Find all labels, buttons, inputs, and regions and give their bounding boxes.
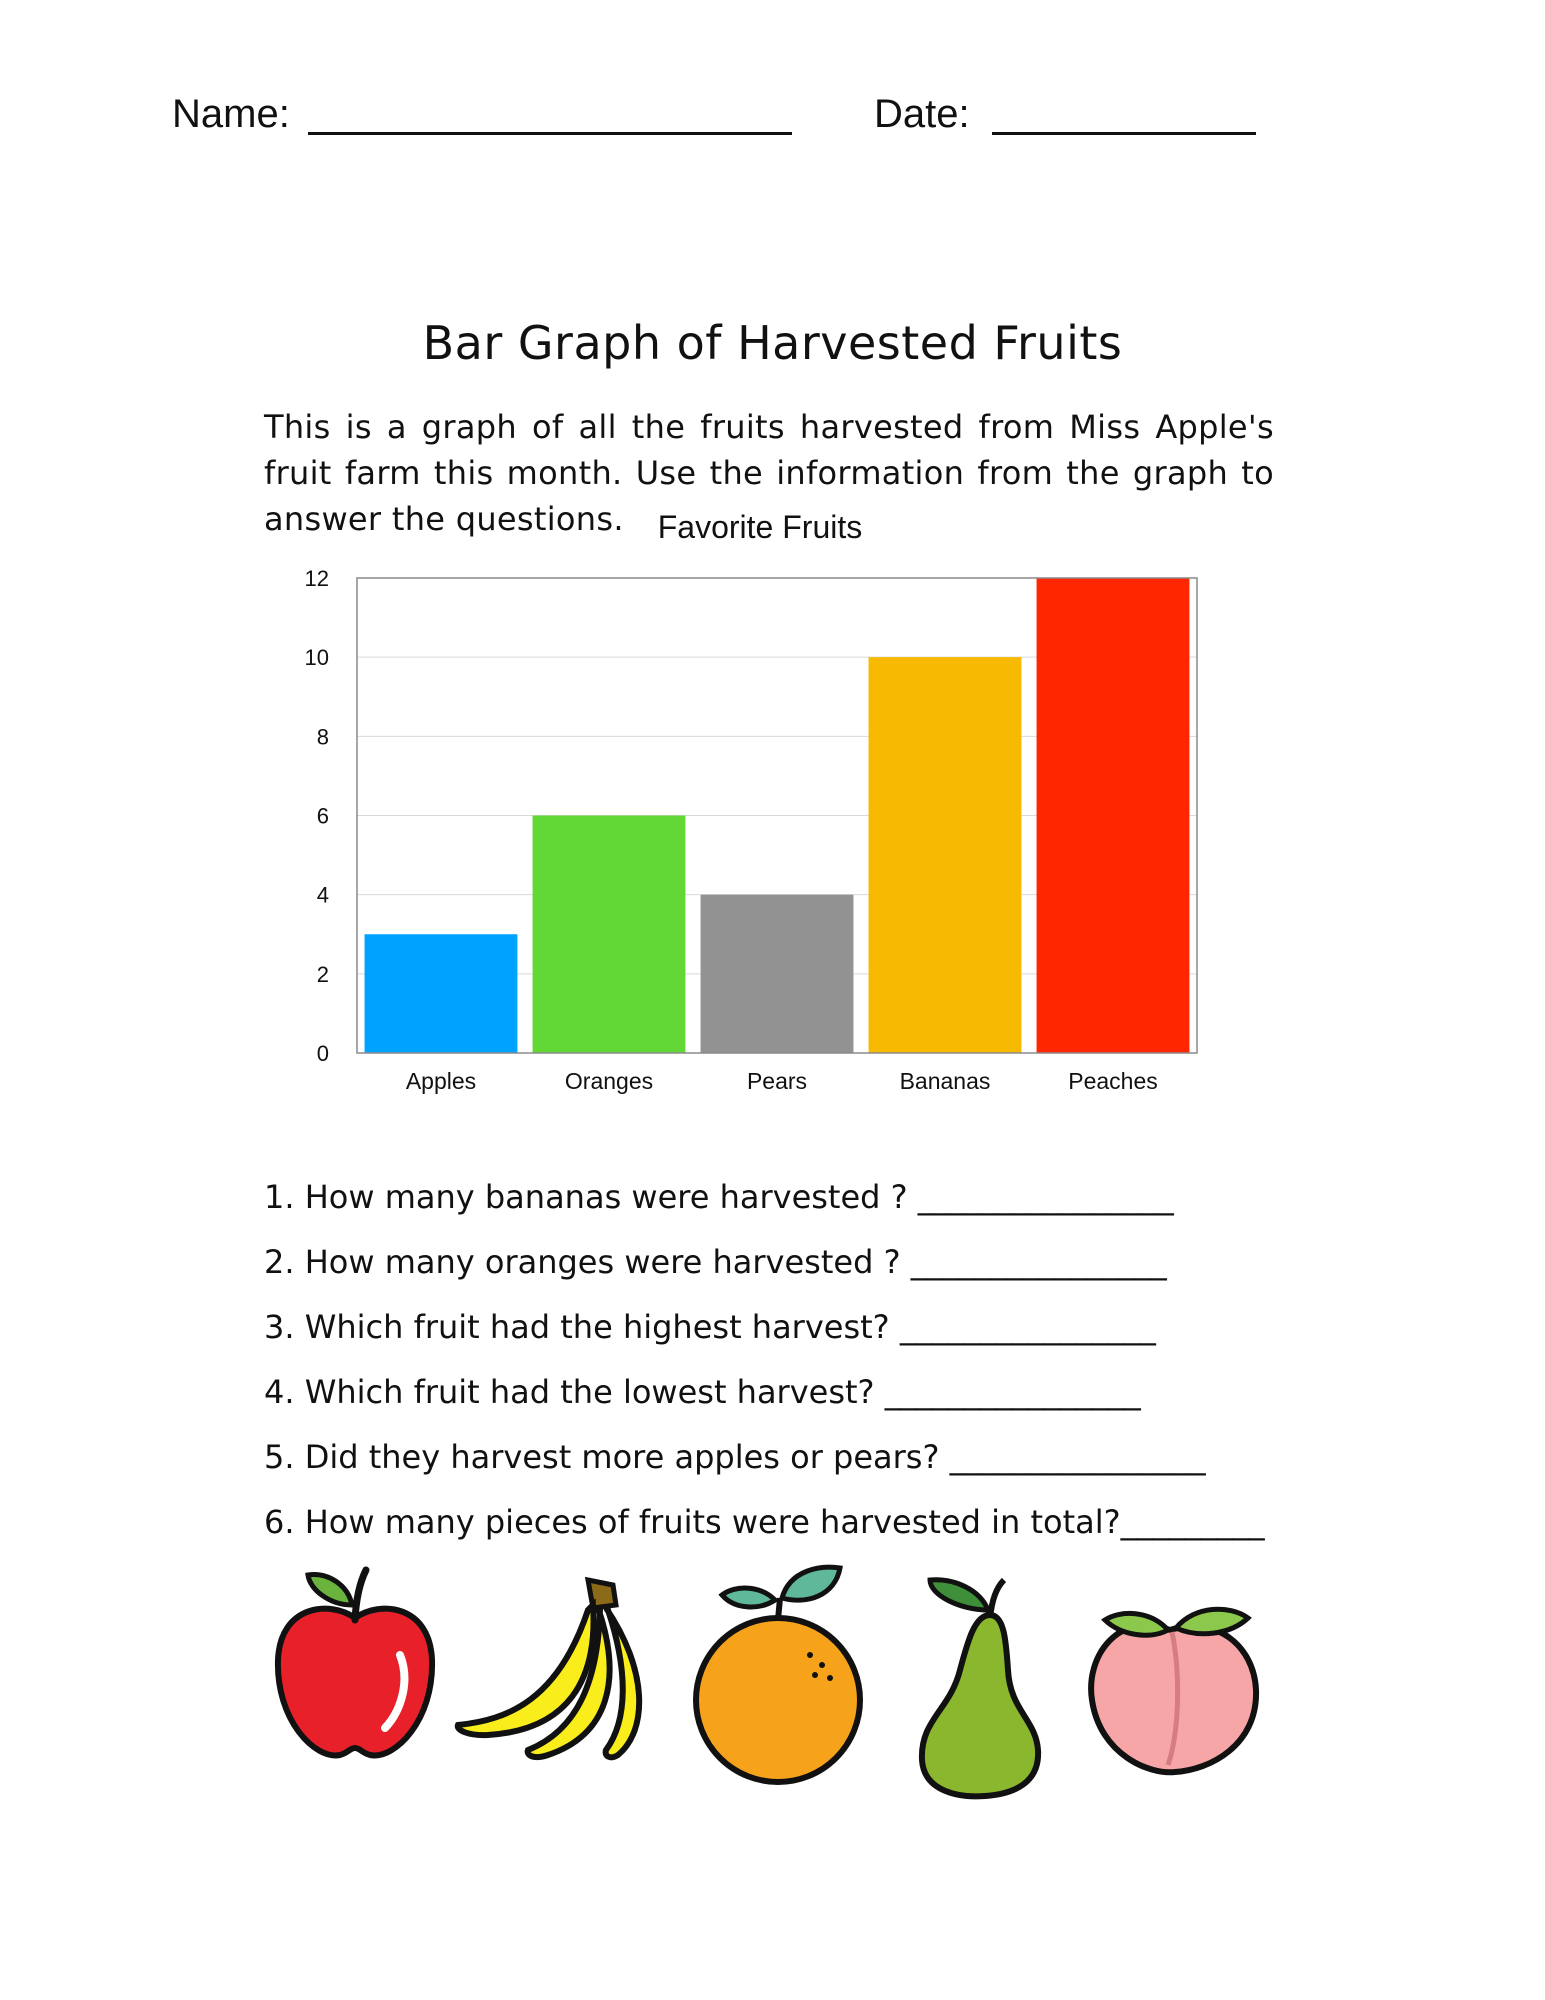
banana-icon <box>448 1560 668 1780</box>
y-tick-label: 6 <box>316 803 329 829</box>
y-tick-label: 0 <box>316 1041 329 1066</box>
x-tick-label: Apples <box>405 1068 477 1094</box>
y-tick-label: 4 <box>316 882 329 908</box>
bar-peaches <box>1037 578 1190 1053</box>
chart-title: Favorite Fruits <box>657 509 863 545</box>
bar-bananas <box>869 657 1022 1053</box>
y-tick-label: 8 <box>316 724 329 750</box>
date-blank[interactable] <box>992 132 1256 135</box>
question-4: 4. Which fruit had the lowest harvest? ________________ <box>264 1373 1141 1411</box>
question-6: 6. How many pieces of fruits were harvested in total?_________ <box>264 1503 1265 1541</box>
fruit-illustrations <box>270 1560 1270 1820</box>
bar-chart <box>290 505 1230 1115</box>
y-tick-label: 2 <box>316 961 329 987</box>
question-3: 3. Which fruit had the highest harvest? ________________ <box>264 1308 1156 1346</box>
pear-icon <box>900 1560 1060 1800</box>
orange-icon <box>690 1560 870 1790</box>
name-date-header <box>172 92 1372 152</box>
question-2: 2. How many oranges were harvested ? ________________ <box>264 1243 1167 1281</box>
name-label: Name: <box>172 92 290 136</box>
x-tick-label: Pears <box>746 1068 808 1094</box>
name-blank[interactable] <box>308 132 792 135</box>
peach-icon <box>1080 1560 1270 1790</box>
bar-chart-svg <box>290 505 1230 1115</box>
x-tick-label: Oranges <box>564 1068 654 1094</box>
bar-apples <box>365 934 518 1053</box>
worksheet-title: Bar Graph of Harvested Fruits <box>422 315 1123 370</box>
intro-text: This is a graph of all the fruits harvested from Miss Apple's fruit farm this month. Use the information from the graph to answer the questions. <box>264 408 1274 538</box>
bar-oranges <box>533 816 686 1054</box>
date-label: Date: <box>874 92 970 136</box>
y-tick-label: 12 <box>304 566 329 591</box>
question-list <box>264 1172 1324 1562</box>
apple-icon <box>270 1560 440 1780</box>
question-1: 1. How many bananas were harvested ? ________________ <box>264 1178 1174 1216</box>
question-5: 5. Did they harvest more apples or pears? ________________ <box>264 1438 1206 1476</box>
x-tick-label: Peaches <box>1068 1068 1158 1094</box>
x-tick-label: Bananas <box>899 1068 991 1094</box>
bar-pears <box>701 895 854 1053</box>
y-tick-label: 10 <box>304 645 329 671</box>
